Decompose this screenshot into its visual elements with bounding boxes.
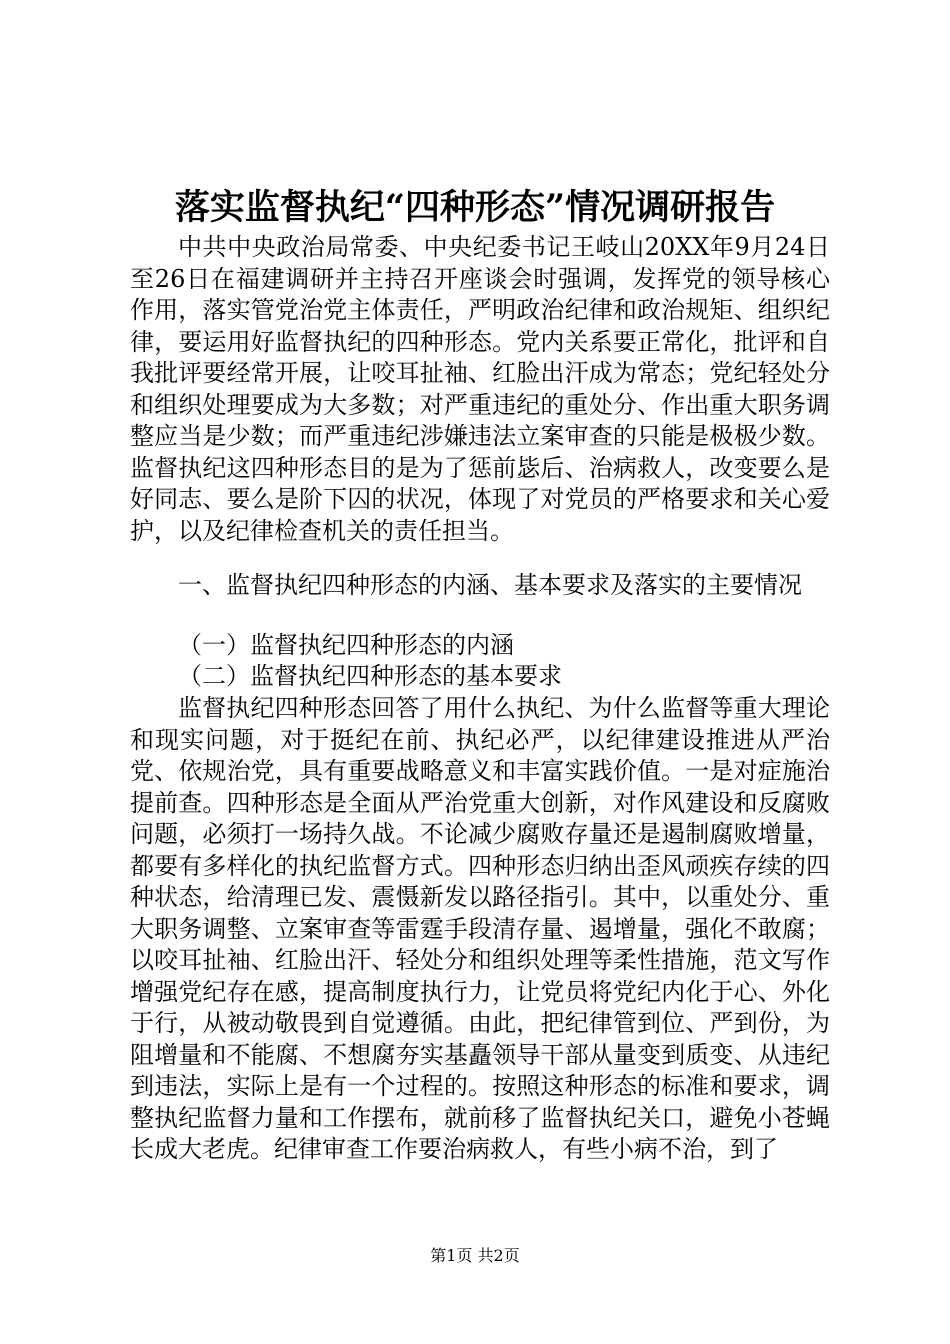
page-footer: 第1页 共2页 xyxy=(430,1246,520,1265)
subsection-heading-2: （二）监督执纪四种形态的基本要求 xyxy=(178,662,562,690)
subsection-heading-1: （一）监督执纪四种形态的内涵 xyxy=(178,631,514,659)
intro-paragraph: 中共中央政治局常委、中央纪委书记王岐山20XX年9月24日至26日在福建调研并主持召开座谈会时强调，发挥党的领导核心作用，落实管党治党主体责任，严明政治纪律和政治规矩、组织纪律，要运用好监督执纪的四种形态。党内关系要正常化，批评和自我批评要经常开展，让咬耳扯袖、红脸出汗成为常态；党纪轻处分和组织处理要成为大多数；对严重违纪的重处分、作出重大职务调整应当是少数；而严重违纪涉嫌违法立案审查的只能是极极少数。监督执纪这四种形态目的是为了惩前毖后、治病救人，改变要么是好同志、要么是阶下囚的状况，体现了对党员的严格要求和关心爱护，以及纪律检查机关的责任担当。 xyxy=(130,233,830,545)
body-paragraph: 监督执纪四种形态回答了用什么执纪、为什么监督等重大理论和现实问题，对于挺纪在前、执纪必严，以纪律建设推进从严治党、依规治党，具有重要战略意义和丰富实践价值。一是对症施治提前查。四种形态是全面从严治党重大创新，对作风建设和反腐败问题，必须打一场持久战。不论减少腐败存量还是遏制腐败增量，都要有多样化的执纪监督方式。四种形态归纳出歪风顽疾存续的四种状态，给清理已发、震慑新发以路径指引。其中，以重处分、重大职务调整、立案审查等雷霆手段清存量、遏增量，强化不敢腐；以咬耳扯袖、红脸出汗、轻处分和组织处理等柔性措施，范文写作增强党纪存在感，提高制度执行力，让党员将党纪内化于心、外化于行，从被动敬畏到自觉遵循。由此，把纪律管到位、严到份，为阻增量和不能腐、不想腐夯实基矗领导干部从量变到质变、从违纪到违法，实际上是有一个过程的。按照这种形态的标准和要求，调整执纪监督力量和工作摆布，就前移了监督执纪关口，避免小苍蝇长成大老虎。纪律审查工作要治病救人，有些小病不治，到了 xyxy=(130,694,830,1163)
section-heading-1: 一、监督执纪四种形态的内涵、基本要求及落实的主要情况 xyxy=(178,571,802,599)
document-title: 落实监督执纪“四种形态”情况调研报告 xyxy=(174,187,776,228)
